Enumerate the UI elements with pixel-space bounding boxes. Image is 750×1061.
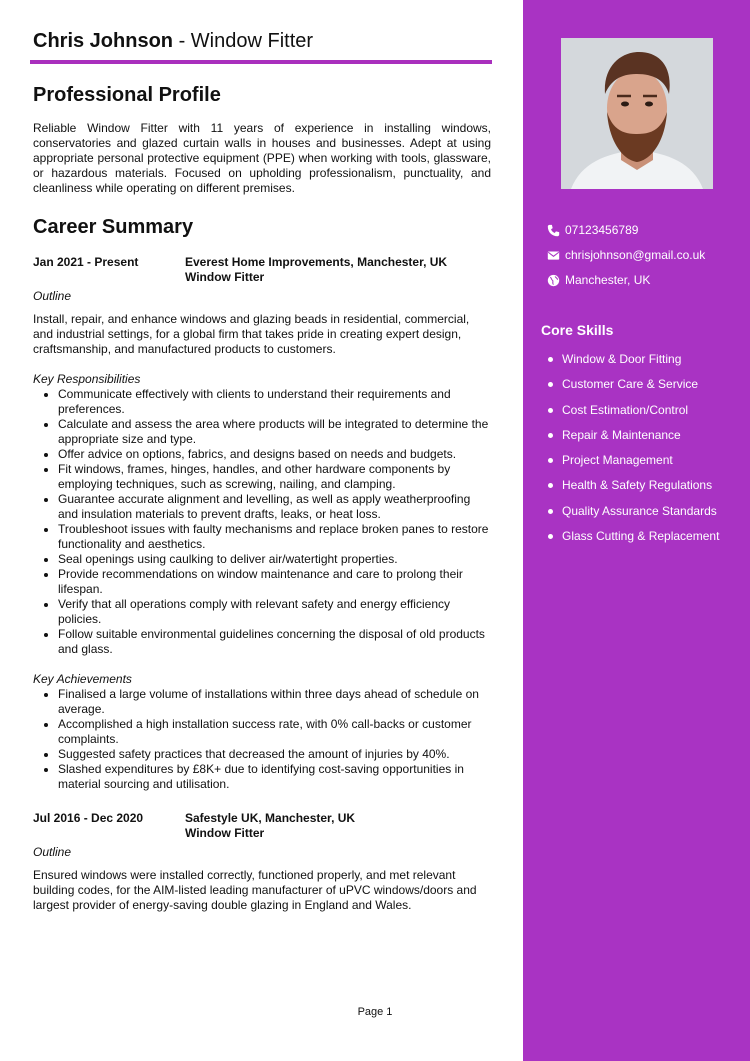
page-number: Page 1 [357, 1006, 393, 1018]
responsibilities-list [33, 387, 491, 657]
job-dates: Jul 2016 - Dec 2020 [33, 811, 144, 825]
email-address: chrisjohnson@gmail.co.uk [565, 248, 706, 262]
phone-number: 07123456789 [565, 223, 639, 237]
list-item: • Offer advice on options, fabrics, and designs based on needs and budgets. [58, 447, 491, 462]
location: Manchester, UK [565, 273, 651, 287]
title-separator: - [173, 30, 191, 52]
phone-icon [547, 224, 560, 237]
list-item: • Suggested safety practices that decreased the amount of injuries by 40%. [58, 747, 491, 762]
list-item: • Finalised a large volume of installations within three days ahead of schedule on average. [58, 687, 491, 717]
job-company: Safestyle UK, Manchester, UK [185, 811, 356, 825]
skill-item [541, 403, 719, 428]
header-divider [30, 60, 492, 64]
skills-list [541, 352, 719, 554]
skill-label: Repair & Maintenance [562, 427, 681, 442]
skill-label: Health & Safety Regulations [562, 478, 713, 493]
skill-label: Glass Cutting & Replacement [562, 529, 720, 544]
skill-item [541, 529, 719, 554]
bullet-icon [548, 509, 553, 514]
skill-label: Customer Care & Service [562, 377, 699, 392]
job-outline: Install, repair, and enhance windows and glazing beads in residential, commercial, and industrial settings, for a global firm that takes pride in creating expert design, craftsmanship, and manufactured products to customers. [33, 312, 470, 356]
list-item: • Provide recommendations on window maintenance and care to prolong their lifespan. [58, 567, 491, 597]
profile-photo [561, 38, 713, 189]
career-heading: Career Summary [33, 216, 194, 238]
skill-item [541, 377, 719, 402]
skill-item [541, 428, 719, 453]
job-role: Window Fitter [185, 826, 265, 840]
skills-heading: Core Skills [541, 322, 614, 338]
job-role: Window Fitter [185, 270, 265, 284]
resume-header [33, 30, 491, 53]
list-item: • Fit windows, frames, hinges, handles, and other hardware components by employing techniques, such as screwing, nailing, and clamping. [58, 462, 491, 492]
list-item: • Verify that all operations comply with relevant safety and energy efficiency policies. [58, 597, 491, 627]
candidate-name: Chris Johnson [33, 30, 174, 52]
outline-label: Outline [33, 845, 72, 859]
list-item: • Accomplished a high installation success rate, with 0% call-backs or customer complaints. [58, 717, 491, 747]
envelope-icon [547, 249, 560, 262]
skill-label: Quality Assurance Standards [562, 503, 717, 518]
list-item: • Communicate effectively with clients to understand their requirements and preferences. [58, 387, 491, 417]
job-entry [33, 255, 491, 792]
profile-section [33, 84, 491, 196]
responsibilities-label: Key Responsibilities [33, 372, 141, 386]
profile-text: Reliable Window Fitter with 11 years of experience in installing windows, conservatories and glazed curtain walls in houses and businesses. Adept at using appropriate personal protective equipment (PPE) when working with tools, glassware, or hazardous materials. Focused on upholding professionalism, punctuality, and cleanliness while operating on different premises. [33, 121, 491, 195]
job-title: Window Fitter [190, 30, 314, 52]
bullet-icon [548, 534, 553, 539]
bullet-icon [548, 433, 553, 438]
list-item: • Follow suitable environmental guidelines concerning the disposal of old products and glass. [58, 627, 491, 657]
job-outline: Ensured windows were installed correctly, functioned properly, and met relevant building codes, for the AIM-listed leading manufacturer of uPVC windows/doors and largest provider of energy-saving double glazing in England and Wales. [33, 868, 477, 912]
contact-email [547, 248, 705, 262]
globe-icon [547, 274, 560, 287]
contact-location [547, 273, 650, 287]
bullet-icon [548, 357, 553, 362]
bullet-icon [548, 458, 553, 463]
list-item: • Slashed expenditures by £8K+ due to identifying cost-saving opportunities in material sourcing and utilisation. [58, 762, 491, 792]
skill-label: Cost Estimation/Control [562, 402, 689, 417]
outline-label: Outline [33, 289, 72, 303]
achievements-label: Key Achievements [33, 672, 132, 686]
bullet-icon [548, 408, 553, 413]
achievements-list [33, 687, 491, 792]
list-item: • Troubleshoot issues with faulty mechanisms and replace broken panes to restore functionality and aesthetics. [58, 522, 491, 552]
bullet-icon [548, 382, 553, 387]
job-dates: Jan 2021 - Present [33, 255, 139, 269]
list-item: • Seal openings using caulking to deliver air/watertight properties. [58, 552, 491, 567]
skill-item [541, 352, 719, 377]
contact-phone [547, 223, 638, 237]
job-company: Everest Home Improvements, Manchester, UK [185, 255, 448, 269]
job-entry [33, 811, 491, 913]
skill-label: Window & Door Fitting [562, 352, 682, 366]
skill-item [541, 453, 719, 478]
profile-heading: Professional Profile [33, 84, 221, 106]
list-item: • Guarantee accurate alignment and levelling, as well as apply weatherproofing and insulation materials to prevent drafts, leaks, or heat loss. [58, 492, 491, 522]
skill-item [541, 478, 719, 503]
list-item: • Calculate and assess the area where products will be integrated to determine the appropriate size and type. [58, 417, 491, 447]
sidebar [523, 0, 750, 1061]
skill-label: Project Management [562, 453, 673, 468]
career-section [33, 216, 491, 913]
skill-item [541, 504, 719, 529]
bullet-icon [548, 483, 553, 488]
